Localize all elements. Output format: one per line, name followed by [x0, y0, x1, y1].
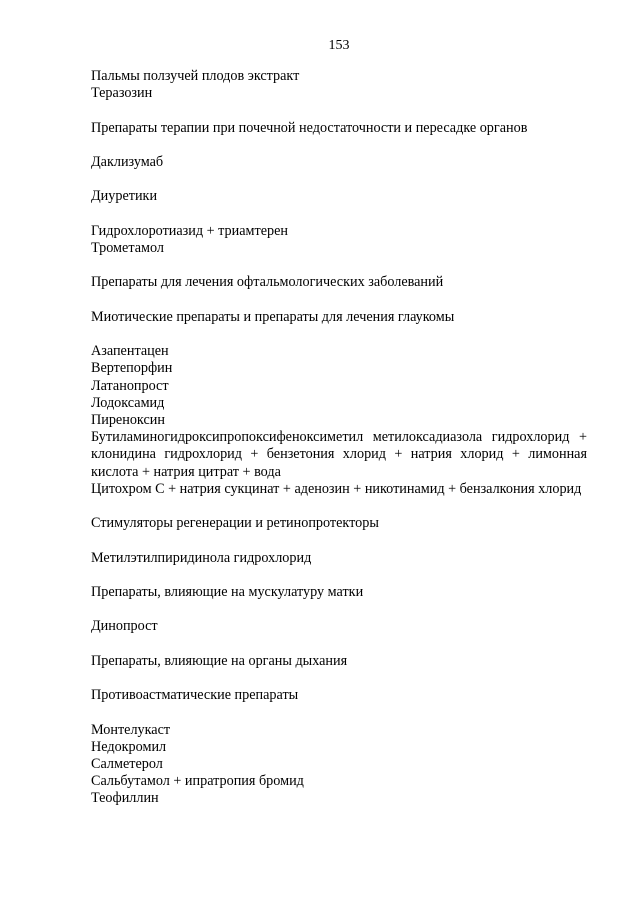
list-item: Вертепорфин	[91, 360, 173, 377]
list-item: Сальбутамол + ипратропия бромид	[91, 773, 304, 790]
list-item: Даклизумаб	[91, 153, 164, 170]
page-number: 153	[328, 38, 350, 53]
list-item: Цитохром С + натрия сукцинат + аденозин + никотинамид + бензалкония хлорид	[91, 480, 582, 497]
list-item: Динопрост	[91, 618, 158, 635]
list-item: Бутиламиногидроксипропоксифеноксиметил метилоксадиазола гидрохлорид + клонидина гидрохлорид + бензетония хлорид + натрия хлорид + лимонная кислота + натрия цитрат + вода	[91, 429, 587, 480]
list-item: Теразозин	[91, 85, 153, 102]
list-item: Монтелукаст	[91, 721, 171, 738]
list-item: Теофиллин	[91, 790, 159, 807]
list-item: Азапентацен	[91, 343, 169, 360]
document-body	[91, 68, 587, 808]
list-item: Гидрохлоротиазид + триамтерен	[91, 222, 288, 239]
section-heading: Препараты, влияющие на мускулатуру матки	[91, 583, 364, 600]
section-heading: Стимуляторы регенерации и ретинопротекторы	[91, 515, 379, 532]
list-item: Пиреноксин	[91, 411, 165, 428]
section-heading: Миотические препараты и препараты для лечения глаукомы	[91, 308, 455, 325]
section-heading: Диуретики	[91, 188, 158, 205]
section-heading: Препараты для лечения офтальмологических заболеваний	[91, 274, 444, 291]
list-item: Лодоксамид	[91, 394, 165, 411]
section-heading: Противоастматические препараты	[91, 687, 299, 704]
list-item: Пальмы ползучей плодов экстракт	[91, 68, 300, 84]
list-item: Латанопрост	[91, 377, 169, 394]
section-heading: Препараты терапии при почечной недостаточности и пересадке органов	[91, 119, 528, 136]
list-item: Метилэтилпиридинола гидрохлорид	[91, 549, 312, 566]
list-item: Недокромил	[91, 738, 167, 755]
list-item: Трометамол	[91, 239, 164, 256]
list-item: Салметерол	[91, 755, 163, 772]
section-heading: Препараты, влияющие на органы дыхания	[91, 652, 348, 669]
